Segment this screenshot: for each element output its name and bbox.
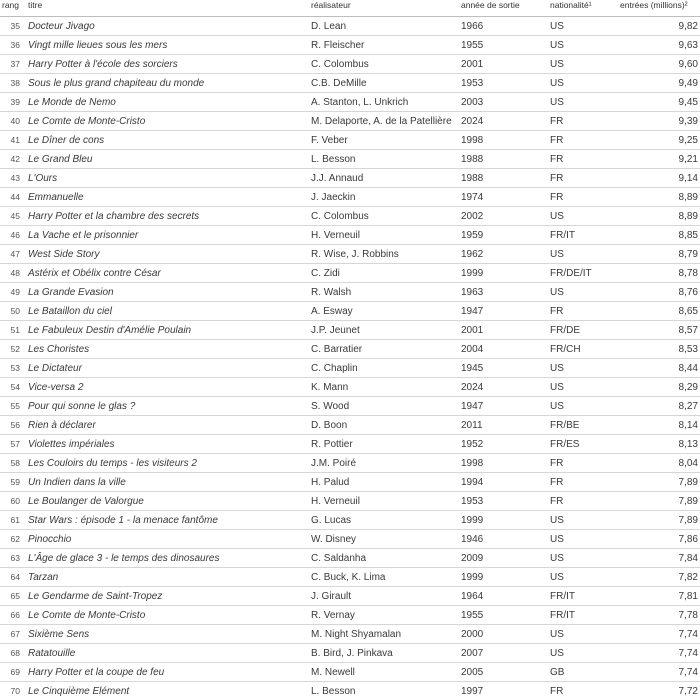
- cell-director: L. Besson: [309, 682, 459, 700]
- cell-nationality: US: [548, 207, 618, 226]
- cell-rank: 42: [0, 150, 26, 169]
- cell-entries: 7,89: [618, 492, 700, 511]
- cell-year: 1955: [459, 606, 548, 625]
- cell-rank: 41: [0, 131, 26, 150]
- cell-nationality: US: [548, 530, 618, 549]
- cell-year: 2004: [459, 340, 548, 359]
- cell-rank: 51: [0, 321, 26, 340]
- cell-entries: 9,14: [618, 169, 700, 188]
- table-row: [0, 36, 700, 55]
- cell-nationality: FR: [548, 169, 618, 188]
- cell-director: B. Bird, J. Pinkava: [309, 644, 459, 663]
- cell-rank: 65: [0, 587, 26, 606]
- cell-title: Harry Potter et la chambre des secrets: [26, 207, 309, 226]
- cell-rank: 47: [0, 245, 26, 264]
- table-row: [0, 226, 700, 245]
- cell-entries: 8,27: [618, 397, 700, 416]
- cell-title: Violettes impériales: [26, 435, 309, 454]
- table-row: [0, 492, 700, 511]
- cell-title: Le Boulanger de Valorgue: [26, 492, 309, 511]
- cell-entries: 7,82: [618, 568, 700, 587]
- table-row: [0, 93, 700, 112]
- cell-nationality: FR: [548, 454, 618, 473]
- cell-title: Sixième Sens: [26, 625, 309, 644]
- table-row: [0, 321, 700, 340]
- cell-rank: 70: [0, 682, 26, 700]
- table-body: [0, 17, 700, 700]
- cell-nationality: US: [548, 359, 618, 378]
- cell-rank: 39: [0, 93, 26, 112]
- cell-nationality: US: [548, 93, 618, 112]
- cell-director: M. Night Shyamalan: [309, 625, 459, 644]
- cell-director: J.J. Annaud: [309, 169, 459, 188]
- table-row: [0, 549, 700, 568]
- cell-title: Emmanuelle: [26, 188, 309, 207]
- cell-entries: 9,39: [618, 112, 700, 131]
- cell-title: Le Dictateur: [26, 359, 309, 378]
- cell-entries: 8,65: [618, 302, 700, 321]
- cell-title: Docteur Jivago: [26, 17, 309, 36]
- cell-nationality: US: [548, 74, 618, 93]
- cell-entries: 8,57: [618, 321, 700, 340]
- table-row: [0, 644, 700, 663]
- cell-director: W. Disney: [309, 530, 459, 549]
- cell-nationality: US: [548, 549, 618, 568]
- table-row: [0, 378, 700, 397]
- cell-year: 1947: [459, 397, 548, 416]
- cell-title: Les Couloirs du temps - les visiteurs 2: [26, 454, 309, 473]
- cell-year: 1966: [459, 17, 548, 36]
- cell-entries: 7,74: [618, 625, 700, 644]
- cell-entries: 9,60: [618, 55, 700, 74]
- cell-rank: 67: [0, 625, 26, 644]
- cell-year: 1997: [459, 682, 548, 700]
- cell-year: 1959: [459, 226, 548, 245]
- table-row: [0, 112, 700, 131]
- cell-nationality: US: [548, 17, 618, 36]
- cell-nationality: FR: [548, 682, 618, 700]
- cell-entries: 8,89: [618, 188, 700, 207]
- table-row: [0, 359, 700, 378]
- cell-year: 1947: [459, 302, 548, 321]
- cell-rank: 62: [0, 530, 26, 549]
- cell-entries: 7,72: [618, 682, 700, 700]
- cell-nationality: US: [548, 55, 618, 74]
- cell-title: Le Fabuleux Destin d'Amélie Poulain: [26, 321, 309, 340]
- cell-rank: 58: [0, 454, 26, 473]
- cell-director: A. Esway: [309, 302, 459, 321]
- cell-rank: 57: [0, 435, 26, 454]
- cell-nationality: FR: [548, 188, 618, 207]
- cell-director: M. Delaporte, A. de la Patellière: [309, 112, 459, 131]
- table-row: [0, 606, 700, 625]
- cell-entries: 7,74: [618, 663, 700, 682]
- cell-title: La Vache et le prisonnier: [26, 226, 309, 245]
- table-row: [0, 530, 700, 549]
- cell-rank: 46: [0, 226, 26, 245]
- table-row: [0, 74, 700, 93]
- table-row: [0, 169, 700, 188]
- cell-rank: 48: [0, 264, 26, 283]
- cell-director: C. Zidi: [309, 264, 459, 283]
- cell-entries: 7,89: [618, 511, 700, 530]
- cell-title: Les Choristes: [26, 340, 309, 359]
- cell-rank: 40: [0, 112, 26, 131]
- cell-director: L. Besson: [309, 150, 459, 169]
- cell-year: 1999: [459, 511, 548, 530]
- cell-title: Ratatouille: [26, 644, 309, 663]
- cell-rank: 63: [0, 549, 26, 568]
- cell-title: Sous le plus grand chapiteau du monde: [26, 74, 309, 93]
- table-row: [0, 435, 700, 454]
- cell-director: J. Girault: [309, 587, 459, 606]
- cell-title: L'Ours: [26, 169, 309, 188]
- cell-year: 1988: [459, 150, 548, 169]
- header-rank: rang: [0, 0, 26, 17]
- cell-nationality: FR: [548, 492, 618, 511]
- cell-director: G. Lucas: [309, 511, 459, 530]
- cell-nationality: FR/DE/IT: [548, 264, 618, 283]
- cell-rank: 68: [0, 644, 26, 663]
- cell-director: J. Jaeckin: [309, 188, 459, 207]
- table-row: [0, 131, 700, 150]
- cell-year: 1988: [459, 169, 548, 188]
- cell-director: C. Colombus: [309, 207, 459, 226]
- cell-nationality: FR: [548, 150, 618, 169]
- cell-nationality: US: [548, 245, 618, 264]
- table-row: [0, 188, 700, 207]
- cell-nationality: US: [548, 644, 618, 663]
- cell-title: Star Wars : épisode 1 - la menace fantôme: [26, 511, 309, 530]
- cell-year: 2000: [459, 625, 548, 644]
- cell-title: Le Gendarme de Saint-Tropez: [26, 587, 309, 606]
- cell-year: 2011: [459, 416, 548, 435]
- cell-director: M. Newell: [309, 663, 459, 682]
- cell-entries: 7,89: [618, 473, 700, 492]
- cell-entries: 9,82: [618, 17, 700, 36]
- cell-nationality: FR/IT: [548, 606, 618, 625]
- cell-rank: 55: [0, 397, 26, 416]
- cell-year: 2024: [459, 378, 548, 397]
- cell-entries: 8,85: [618, 226, 700, 245]
- table-row: [0, 473, 700, 492]
- cell-title: Vingt mille lieues sous les mers: [26, 36, 309, 55]
- cell-director: S. Wood: [309, 397, 459, 416]
- table-row: [0, 625, 700, 644]
- cell-director: J.M. Poiré: [309, 454, 459, 473]
- cell-title: Harry Potter et la coupe de feu: [26, 663, 309, 682]
- cell-title: Le Cinquième Elément: [26, 682, 309, 700]
- cell-entries: 8,29: [618, 378, 700, 397]
- table-row: [0, 302, 700, 321]
- cell-rank: 53: [0, 359, 26, 378]
- cell-year: 1974: [459, 188, 548, 207]
- cell-title: Rien à déclarer: [26, 416, 309, 435]
- cell-title: Le Comte de Monte-Cristo: [26, 606, 309, 625]
- table-row: [0, 454, 700, 473]
- cell-entries: 9,45: [618, 93, 700, 112]
- cell-rank: 64: [0, 568, 26, 587]
- cell-director: R. Fleischer: [309, 36, 459, 55]
- cell-nationality: US: [548, 625, 618, 644]
- header-director: réalisateur: [309, 0, 459, 17]
- cell-title: West Side Story: [26, 245, 309, 264]
- cell-rank: 44: [0, 188, 26, 207]
- cell-year: 2009: [459, 549, 548, 568]
- cell-nationality: FR/DE: [548, 321, 618, 340]
- cell-director: R. Walsh: [309, 283, 459, 302]
- cell-entries: 7,74: [618, 644, 700, 663]
- cell-entries: 7,81: [618, 587, 700, 606]
- cell-rank: 52: [0, 340, 26, 359]
- header-entries: entrées (millions)²: [618, 0, 700, 17]
- cell-title: Un Indien dans la ville: [26, 473, 309, 492]
- cell-title: Le Dîner de cons: [26, 131, 309, 150]
- cell-year: 2005: [459, 663, 548, 682]
- cell-nationality: US: [548, 511, 618, 530]
- cell-entries: 9,21: [618, 150, 700, 169]
- cell-director: C. Colombus: [309, 55, 459, 74]
- cell-rank: 61: [0, 511, 26, 530]
- cell-entries: 9,63: [618, 36, 700, 55]
- cell-nationality: FR/CH: [548, 340, 618, 359]
- table-row: [0, 587, 700, 606]
- cell-director: R. Vernay: [309, 606, 459, 625]
- cell-rank: 66: [0, 606, 26, 625]
- cell-rank: 49: [0, 283, 26, 302]
- cell-year: 2001: [459, 55, 548, 74]
- cell-director: C. Barratier: [309, 340, 459, 359]
- cell-nationality: FR: [548, 112, 618, 131]
- cell-nationality: FR: [548, 302, 618, 321]
- cell-director: K. Mann: [309, 378, 459, 397]
- cell-rank: 60: [0, 492, 26, 511]
- cell-year: 2003: [459, 93, 548, 112]
- cell-year: 2001: [459, 321, 548, 340]
- cell-rank: 35: [0, 17, 26, 36]
- table-row: [0, 17, 700, 36]
- cell-rank: 69: [0, 663, 26, 682]
- cell-year: 2024: [459, 112, 548, 131]
- cell-nationality: US: [548, 378, 618, 397]
- cell-year: 1953: [459, 74, 548, 93]
- cell-title: L'Âge de glace 3 - le temps des dinosaures: [26, 549, 309, 568]
- cell-director: H. Verneuil: [309, 492, 459, 511]
- cell-entries: 8,53: [618, 340, 700, 359]
- cell-director: R. Pottier: [309, 435, 459, 454]
- cell-year: 1998: [459, 454, 548, 473]
- cell-director: F. Veber: [309, 131, 459, 150]
- header-nationality: nationalité¹: [548, 0, 618, 17]
- cell-year: 1962: [459, 245, 548, 264]
- cell-nationality: FR: [548, 473, 618, 492]
- cell-title: Pinocchio: [26, 530, 309, 549]
- cell-entries: 8,76: [618, 283, 700, 302]
- cell-rank: 45: [0, 207, 26, 226]
- cell-entries: 8,14: [618, 416, 700, 435]
- cell-entries: 8,44: [618, 359, 700, 378]
- table-row: [0, 340, 700, 359]
- cell-title: Le Grand Bleu: [26, 150, 309, 169]
- cell-year: 1945: [459, 359, 548, 378]
- cell-director: D. Lean: [309, 17, 459, 36]
- cell-title: Harry Potter à l'école des sorciers: [26, 55, 309, 74]
- table-row: [0, 55, 700, 74]
- header-year: année de sortie: [459, 0, 548, 17]
- table-row: [0, 264, 700, 283]
- cell-entries: 9,25: [618, 131, 700, 150]
- cell-director: H. Verneuil: [309, 226, 459, 245]
- table-row: [0, 245, 700, 264]
- header-title: titre: [26, 0, 309, 17]
- cell-year: 1994: [459, 473, 548, 492]
- cell-year: 2007: [459, 644, 548, 663]
- cell-year: 1946: [459, 530, 548, 549]
- cell-title: Pour qui sonne le glas ?: [26, 397, 309, 416]
- table-row: [0, 150, 700, 169]
- cell-entries: 8,13: [618, 435, 700, 454]
- cell-year: 1953: [459, 492, 548, 511]
- cell-year: 1952: [459, 435, 548, 454]
- cell-director: A. Stanton, L. Unkrich: [309, 93, 459, 112]
- cell-rank: 56: [0, 416, 26, 435]
- cell-nationality: FR/ES: [548, 435, 618, 454]
- cell-title: Le Comte de Monte-Cristo: [26, 112, 309, 131]
- table-row: [0, 663, 700, 682]
- cell-rank: 36: [0, 36, 26, 55]
- table-row: [0, 682, 700, 700]
- cell-rank: 43: [0, 169, 26, 188]
- cell-entries: 8,78: [618, 264, 700, 283]
- cell-director: C.B. DeMille: [309, 74, 459, 93]
- cell-nationality: US: [548, 283, 618, 302]
- cell-rank: 38: [0, 74, 26, 93]
- cell-title: Tarzan: [26, 568, 309, 587]
- cell-director: C. Saldanha: [309, 549, 459, 568]
- cell-year: 1964: [459, 587, 548, 606]
- table-row: [0, 511, 700, 530]
- cell-rank: 54: [0, 378, 26, 397]
- cell-nationality: US: [548, 397, 618, 416]
- cell-nationality: US: [548, 568, 618, 587]
- cell-entries: 7,86: [618, 530, 700, 549]
- cell-entries: 7,84: [618, 549, 700, 568]
- table-row: [0, 207, 700, 226]
- cell-director: C. Buck, K. Lima: [309, 568, 459, 587]
- cell-year: 1999: [459, 264, 548, 283]
- cell-title: Le Bataillon du ciel: [26, 302, 309, 321]
- cell-year: 1998: [459, 131, 548, 150]
- table-row: [0, 416, 700, 435]
- table-row: [0, 283, 700, 302]
- table-header: [0, 0, 700, 17]
- cell-nationality: FR/IT: [548, 587, 618, 606]
- cell-nationality: US: [548, 36, 618, 55]
- cell-year: 1955: [459, 36, 548, 55]
- cell-rank: 37: [0, 55, 26, 74]
- table-row: [0, 397, 700, 416]
- cell-director: C. Chaplin: [309, 359, 459, 378]
- cell-rank: 59: [0, 473, 26, 492]
- cell-nationality: FR: [548, 131, 618, 150]
- cell-director: R. Wise, J. Robbins: [309, 245, 459, 264]
- cell-nationality: FR/IT: [548, 226, 618, 245]
- cell-nationality: GB: [548, 663, 618, 682]
- cell-entries: 8,04: [618, 454, 700, 473]
- table-row: [0, 568, 700, 587]
- cell-entries: 8,79: [618, 245, 700, 264]
- cell-director: D. Boon: [309, 416, 459, 435]
- cell-year: 1999: [459, 568, 548, 587]
- cell-title: Vice-versa 2: [26, 378, 309, 397]
- cell-title: Astérix et Obélix contre César: [26, 264, 309, 283]
- cell-director: J.P. Jeunet: [309, 321, 459, 340]
- cell-entries: 9,49: [618, 74, 700, 93]
- cell-title: Le Monde de Nemo: [26, 93, 309, 112]
- cell-year: 2002: [459, 207, 548, 226]
- cell-director: H. Palud: [309, 473, 459, 492]
- header-row: [0, 0, 700, 17]
- cell-rank: 50: [0, 302, 26, 321]
- cell-year: 1963: [459, 283, 548, 302]
- cell-entries: 7,78: [618, 606, 700, 625]
- cell-nationality: FR/BE: [548, 416, 618, 435]
- cell-entries: 8,89: [618, 207, 700, 226]
- cell-title: La Grande Evasion: [26, 283, 309, 302]
